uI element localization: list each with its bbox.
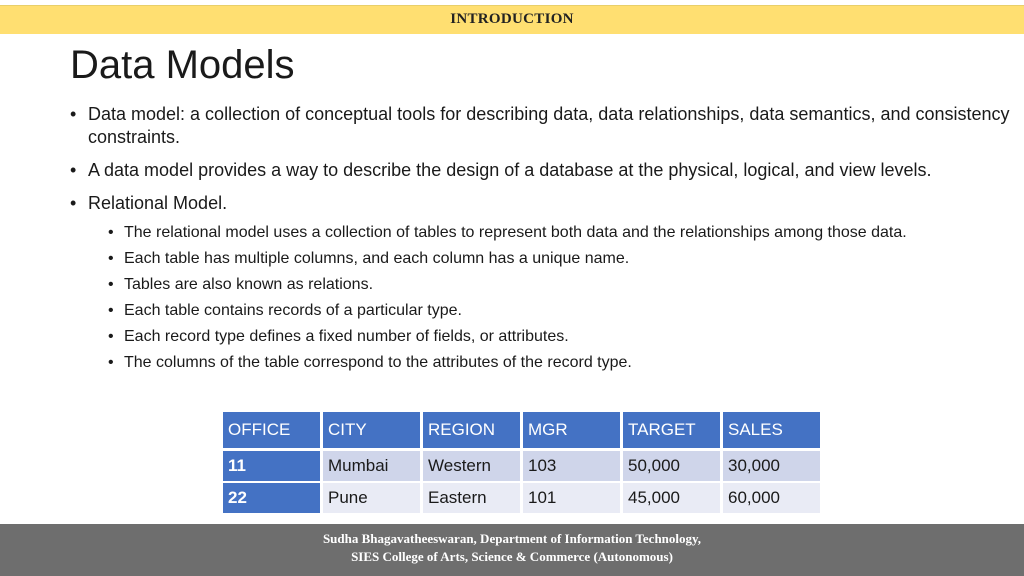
slide-footer: [0, 524, 1024, 576]
table-header-row: [223, 412, 822, 450]
bullet-text: Relational Model.: [88, 193, 228, 213]
offices-table: [223, 412, 823, 513]
bullet-list: [70, 103, 1010, 386]
table-cell: 11: [223, 450, 322, 483]
table-cell: Eastern: [422, 482, 522, 513]
table-cell: Western: [422, 450, 522, 483]
table-cell: 45,000: [622, 482, 722, 513]
sub-bullet-item: • The relational model uses a collection of tables to represent both data and the relationships among those data.: [104, 220, 1010, 246]
table-cell: 103: [522, 450, 622, 483]
column-header: CITY: [322, 412, 422, 450]
table-cell: Pune: [322, 482, 422, 513]
column-header: SALES: [722, 412, 822, 450]
table-cell: 101: [522, 482, 622, 513]
sub-bullet-item: • Each table contains records of a particular type.: [104, 298, 1010, 324]
slide-title: Data Models: [70, 43, 295, 87]
sub-bullet-item: • Each table has multiple columns, and each column has a unique name.: [104, 246, 1010, 272]
sub-bullet-list: [88, 220, 1010, 376]
section-label: INTRODUCTION: [450, 11, 574, 27]
table-cell: 22: [223, 482, 322, 513]
table-row: [223, 482, 822, 513]
bullet-item: • Data model: a collection of conceptual tools for describing data, data relationships, data semantics, and consistency constraints.: [70, 103, 1010, 149]
table-cell: Mumbai: [322, 450, 422, 483]
table-cell: 60,000: [722, 482, 822, 513]
table-cell: 50,000: [622, 450, 722, 483]
column-header: MGR: [522, 412, 622, 450]
sub-bullet-item: • Each record type defines a fixed number of fields, or attributes.: [104, 324, 1010, 350]
sub-bullet-item: • The columns of the table correspond to the attributes of the record type.: [104, 350, 1010, 376]
sub-bullet-item: • Tables are also known as relations.: [104, 272, 1010, 298]
bullet-item: • A data model provides a way to describe the design of a database at the physical, logical, and view levels.: [70, 159, 1010, 182]
footer-author-line: Sudha Bhagavatheeswaran, Department of Information Technology,: [322, 531, 702, 546]
section-header-bar: [0, 5, 1024, 34]
bullet-item-relational: [70, 192, 1010, 376]
table-row: [223, 450, 822, 483]
column-header: REGION: [422, 412, 522, 450]
column-header: TARGET: [622, 412, 722, 450]
column-header: OFFICE: [223, 412, 322, 450]
table-cell: 30,000: [722, 450, 822, 483]
footer-institution-line: SIES College of Arts, Science & Commerce (Autonomous): [351, 549, 673, 564]
